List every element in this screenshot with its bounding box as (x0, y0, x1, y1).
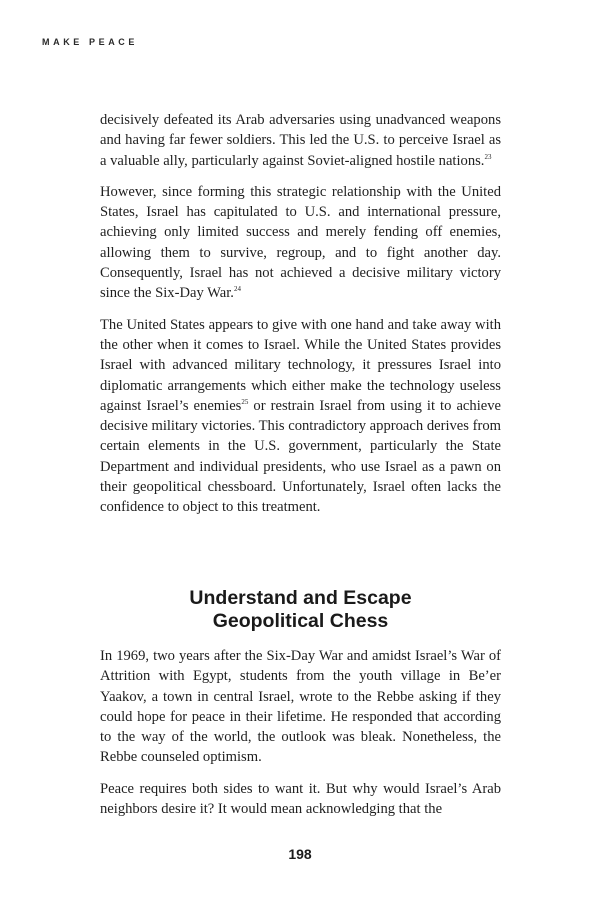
section-heading-line-1: Understand and Escape (189, 587, 412, 609)
section-heading (100, 587, 501, 633)
footnote-ref-25[interactable]: 25 (241, 398, 249, 406)
running-header-title: MAKE PEACE (42, 37, 139, 47)
paragraph-2-text: However, since forming this strategic relationship with the United States, Israel has capitulated to U.S. and international pressure, achieving only limited success and merely fending off enemies, allowing them to survive, regroup, and to fight another day. Consequently, Israel has not achieved a decisive military victory since the Six-Day War. (100, 183, 501, 302)
body-text-section-1 (100, 110, 501, 529)
paragraph-3-text-end: or restrain Israel from using it to achieve decisive military victories. This contradictory approach derives from certain elements in the U.S. government, particularly the State Department and individual presidents, who use Israel as a pawn on their geopolitical chessboard. Unfortunately, Israel often lacks the confidence to object to this treatment. (100, 397, 501, 516)
paragraph-3 (100, 315, 501, 518)
footnote-ref-24[interactable]: 24 (233, 285, 241, 294)
section-heading-line-2: Geopolitical Chess (212, 610, 389, 632)
body-text-section-2 (100, 646, 501, 830)
paragraph-2 (100, 182, 501, 304)
paragraph-1-text: decisively defeated its Arab adversaries using unadvanced weapons and having far fewer soldiers. This led the U.S. to perceive Israel as a valuable ally, particularly against Soviet-aligned hostile nations. (100, 112, 501, 169)
footnote-ref-23[interactable]: 23 (484, 152, 492, 161)
page-number: 198 (288, 846, 312, 862)
paragraph-3-text-start: The United States appears to give with one hand and take away with the other when it comes to Israel. While the United States provides Israel with advanced military technology, it pressures Israel into diplomatic arrangements which either make the technology useless against Israel’s enemies (100, 316, 501, 414)
paragraph-5: Peace requires both sides to want it. But why would Israel’s Arab neighbors desire it? It would mean acknowledging that the (100, 780, 501, 818)
paragraph-4: In 1969, two years after the Six-Day War and amidst Israel’s War of Attrition with Egypt, students from the youth village in Be’er Yaakov, a town in central Israel, wrote to the Rebbe asking if they could hope for peace in their lifetime. He responded that according to the way of the world, the outlook was bleak. Nonetheless, the Rebbe counseled optimism. (100, 648, 501, 766)
paragraph-1 (100, 110, 501, 171)
